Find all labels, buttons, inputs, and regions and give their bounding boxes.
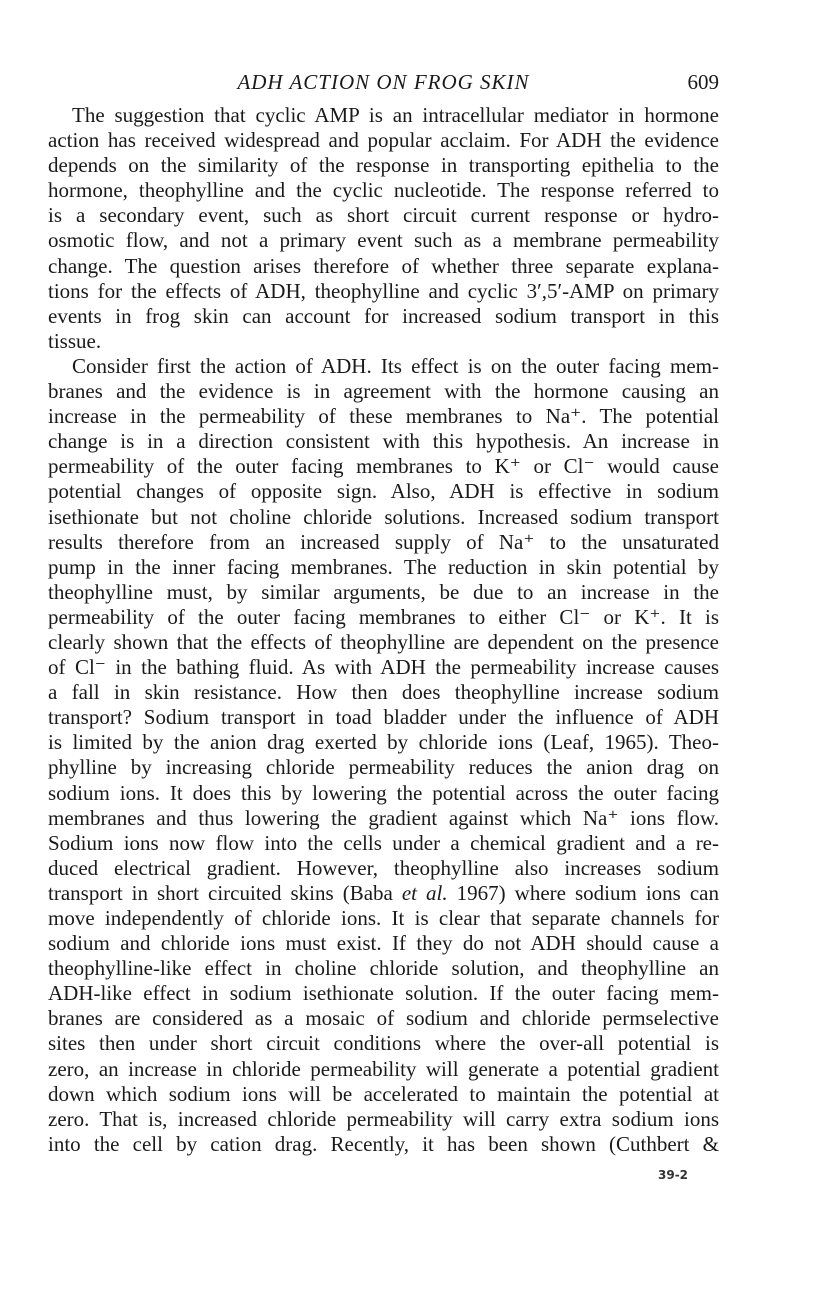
text-line	[48, 806, 719, 831]
text-line	[48, 279, 719, 304]
text-line	[48, 1057, 719, 1082]
running-title: ADH ACTION ON FROG SKIN	[237, 70, 530, 94]
text-line	[48, 555, 719, 580]
text-segment: Consider first the action of ADH. Its effect is on the outer facing mem-	[72, 353, 719, 378]
text-segment: isethionate but not choline chloride solutions. Increased sodium transport	[48, 504, 719, 529]
text-segment: a fall in skin resistance. How then does theophylline increase sodium	[48, 680, 719, 705]
body-text	[48, 103, 719, 1157]
text-segment: theophylline-like effect in choline chloride solution, and theophylline an	[48, 956, 719, 981]
text-segment: change is in a direction consistent with this hypothesis. An increase in	[48, 429, 719, 454]
text-segment: is limited by the anion drag exerted by chloride ions (Leaf, 1965). Theo-	[48, 730, 719, 755]
text-segment: clearly shown that the effects of theophylline are dependent on the presence	[48, 629, 719, 654]
text-line	[48, 630, 719, 655]
text-segment: ADH-like effect in sodium isethionate solution. If the outer facing mem-	[48, 981, 719, 1006]
text-line	[48, 1082, 719, 1107]
text-line	[48, 605, 719, 630]
text-line	[48, 655, 719, 680]
text-segment: branes are considered as a mosaic of sodium and chloride permselective	[48, 1006, 719, 1031]
text-segment: permeability of the outer facing membranes to K⁺ or Cl⁻ would cause	[48, 454, 719, 479]
text-segment: depends on the similarity of the response in transporting epithelia to the	[48, 153, 719, 178]
page-number: 609	[687, 70, 719, 94]
text-line	[48, 379, 719, 404]
text-segment: increase in the permeability of these membranes to Na⁺. The potential	[48, 404, 719, 429]
text-segment: tissue.	[48, 328, 102, 353]
text-segment: sites then under short circuit conditions where the over-all potential is	[48, 1031, 719, 1056]
text-line	[48, 203, 719, 228]
text-segment: membranes and thus lowering the gradient against which Na⁺ ions flow.	[48, 805, 719, 830]
text-line	[48, 103, 719, 128]
text-segment: phylline by increasing chloride permeability reduces the anion drag on	[48, 755, 719, 780]
text-line	[48, 404, 719, 429]
text-line	[48, 178, 719, 203]
text-segment: into the cell by cation drag. Recently, it has been shown (Cuthbert &	[48, 1131, 719, 1156]
text-line	[48, 153, 719, 178]
text-line	[48, 454, 719, 479]
text-line	[48, 781, 719, 806]
text-segment: potential changes of opposite sign. Also, ADH is effective in sodium	[48, 479, 719, 504]
text-segment: osmotic flow, and not a primary event such as a membrane permeability	[48, 228, 719, 253]
italic-text: et al.	[401, 880, 448, 905]
text-segment: duced electrical gradient. However, theophylline also increases sodium	[48, 855, 719, 880]
text-line	[48, 329, 719, 354]
paragraph	[48, 103, 719, 354]
text-segment: action has received widespread and popular acclaim. For ADH the evidence	[48, 128, 719, 153]
text-line	[48, 429, 719, 454]
text-line	[48, 304, 719, 329]
text-line	[48, 128, 719, 153]
text-line	[48, 580, 719, 605]
text-line	[48, 856, 719, 881]
text-segment: pump in the inner facing membranes. The reduction in skin potential by	[48, 554, 719, 579]
signature-mark: 39-2	[658, 1168, 689, 1182]
text-line	[48, 505, 719, 530]
text-segment: zero. That is, increased chloride permeability will carry extra sodium ions	[48, 1106, 719, 1131]
text-segment: 1967) where sodium ions can	[447, 880, 719, 905]
text-segment: zero, an increase in chloride permeability will generate a potential gradient	[48, 1056, 719, 1081]
text-segment: down which sodium ions will be accelerated to maintain the potential at	[48, 1081, 719, 1106]
text-segment: move independently of chloride ions. It is clear that separate channels for	[48, 906, 719, 930]
text-line	[48, 1132, 719, 1157]
text-segment: transport? Sodium transport in toad bladder under the influence of ADH	[48, 705, 719, 730]
text-segment: events in frog skin can account for increased sodium transport in this	[48, 303, 719, 328]
text-line	[48, 354, 719, 379]
text-line	[48, 981, 719, 1006]
text-line	[48, 881, 719, 906]
text-line	[48, 479, 719, 504]
text-segment: theophylline must, by similar arguments, be due to an increase in the	[48, 579, 719, 604]
text-segment: permeability of the outer facing membranes to either Cl⁻ or K⁺. It is	[48, 604, 719, 629]
text-segment: transport in short circuited skins (Baba	[48, 880, 402, 905]
text-line	[48, 530, 719, 555]
text-segment: The suggestion that cyclic AMP is an intracellular mediator in hormone	[72, 103, 719, 127]
text-segment: of Cl⁻ in the bathing fluid. As with ADH the permeability increase causes	[48, 655, 719, 680]
text-line	[48, 906, 719, 931]
text-line	[48, 254, 719, 279]
paragraph	[48, 354, 719, 1157]
text-line	[48, 931, 719, 956]
text-line	[48, 1107, 719, 1132]
text-segment: Sodium ions now flow into the cells under a chemical gradient and a re-	[48, 830, 719, 855]
text-segment: sodium ions. It does this by lowering the potential across the outer facing	[48, 780, 719, 805]
running-head	[48, 70, 719, 98]
text-line	[48, 730, 719, 755]
text-line	[48, 705, 719, 730]
text-line	[48, 680, 719, 705]
text-line	[48, 228, 719, 253]
text-line	[48, 956, 719, 981]
text-segment: branes and the evidence is in agreement with the hormone causing an	[48, 379, 719, 404]
text-line	[48, 1031, 719, 1056]
text-segment: sodium and chloride ions must exist. If they do not ADH should cause a	[48, 931, 719, 956]
text-segment: hormone, theophylline and the cyclic nucleotide. The response referred to	[48, 178, 719, 203]
text-line	[48, 1006, 719, 1031]
text-segment: change. The question arises therefore of whether three separate explana-	[48, 253, 719, 278]
text-segment: is a secondary event, such as short circuit current response or hydro-	[48, 203, 719, 228]
text-line	[48, 755, 719, 780]
text-segment: results therefore from an increased supply of Na⁺ to the unsaturated	[48, 529, 719, 554]
text-segment: tions for the effects of ADH, theophylline and cyclic 3′,5′-AMP on primary	[48, 278, 719, 303]
text-line	[48, 831, 719, 856]
